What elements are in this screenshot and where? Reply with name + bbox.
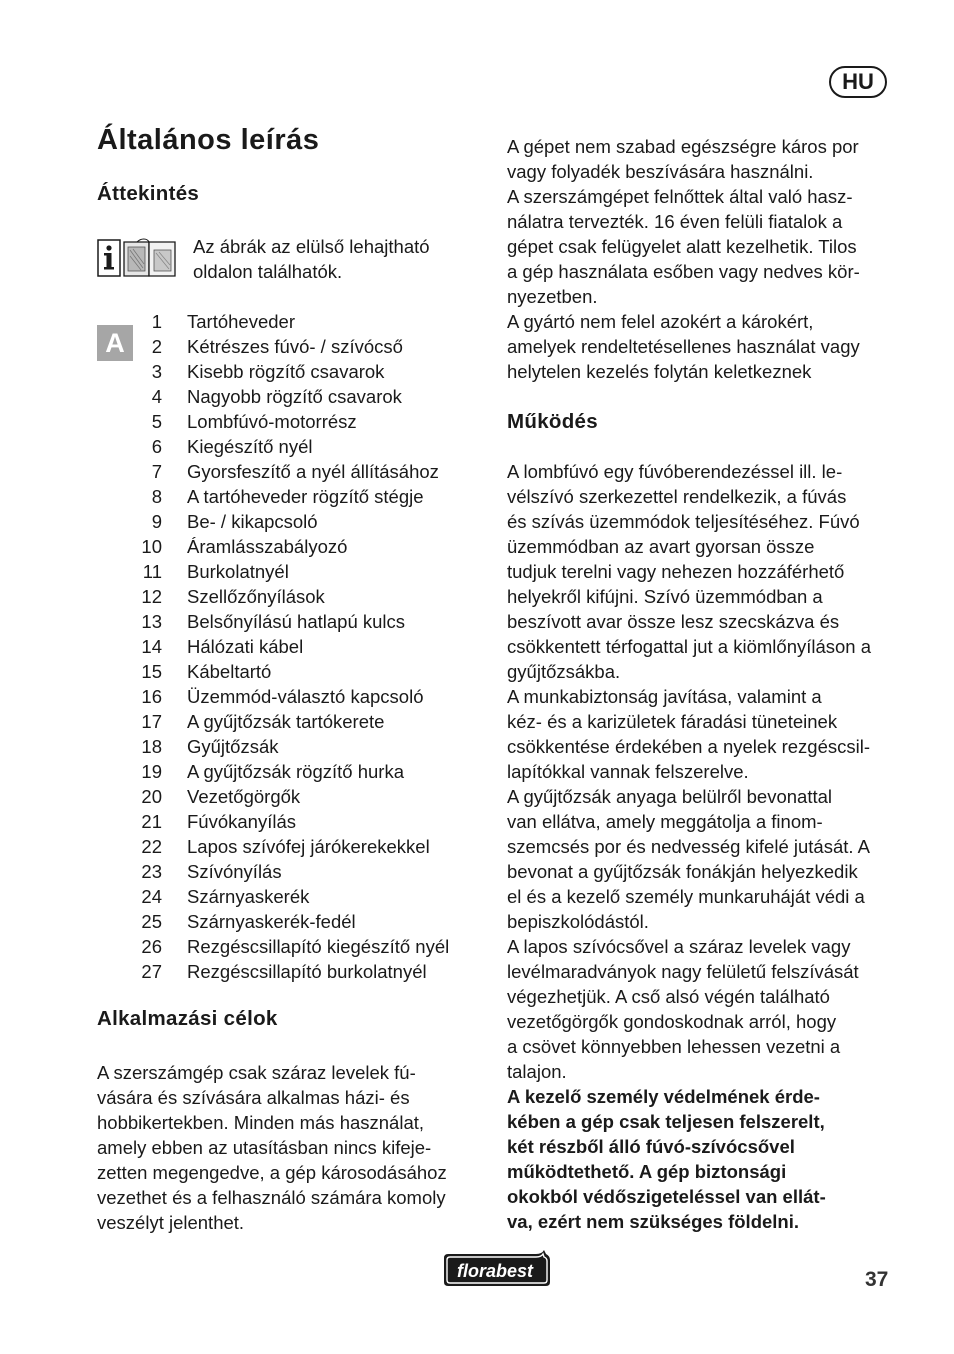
page-title: Általános leírás <box>97 124 320 156</box>
part-number: 18 <box>141 736 162 757</box>
text-line: csökkentett térfogattal jut a kiömlőnyíláson a <box>507 636 872 657</box>
page-number: 37 <box>865 1268 889 1291</box>
text-line: üzemmódban az avart gyorsan össze <box>507 536 815 557</box>
part-label: Szívónyílás <box>187 861 282 882</box>
part-number: 24 <box>141 886 162 907</box>
part-label: Üzemmód-választó kapcsoló <box>187 686 424 707</box>
part-label: Kábeltartó <box>187 661 272 682</box>
text-line: kében a gép csak teljesen felszerelt, <box>507 1111 825 1132</box>
part-label: Rezgéscsillapító burkolatnyél <box>187 961 427 982</box>
language-badge: HU <box>829 66 887 98</box>
part-number: 10 <box>141 536 162 557</box>
usage-continued-paragraph <box>507 134 897 384</box>
text-line: vélszívó szerkezettel rendelkezik, a fúvás <box>507 486 847 507</box>
usage-heading: Alkalmazási célok <box>97 1007 278 1030</box>
part-number: 15 <box>141 661 162 682</box>
part-number: 25 <box>141 911 162 932</box>
part-number: 4 <box>151 386 162 407</box>
figure-badge-a: A <box>97 325 133 361</box>
text-line: zetten megengedve, a gép károsodásához <box>97 1162 447 1183</box>
info-text <box>193 234 430 284</box>
part-number: 22 <box>141 836 162 857</box>
florabest-logo <box>438 1248 552 1290</box>
text-line: A szerszámgép csak száraz levelek fú- <box>97 1062 416 1083</box>
text-line: helytelen kezelés folytán keletkeznek <box>507 361 812 382</box>
part-label: Gyorsfeszítő a nyél állításához <box>187 461 439 482</box>
text-line: bevonat a gyűjtőzsák fonákján helyezkedik <box>507 861 858 882</box>
text-line: helyekről kifújni. Szívó üzemmódban a <box>507 586 823 607</box>
part-label: Kisebb rögzítő csavarok <box>187 361 385 382</box>
text-line: van ellátva, amely meggátolja a finom- <box>507 811 823 832</box>
part-label: A gyűjtőzsák tartókerete <box>187 711 385 732</box>
text-line: amelyek rendeltetésellenes használat vagy <box>507 336 860 357</box>
text-line: A munkabiztonság javítása, valamint a <box>507 686 822 707</box>
part-label: Szárnyaskerék-fedél <box>187 911 356 932</box>
text-line: A gyártó nem felel azokért a károkért, <box>507 311 814 332</box>
overview-heading: Áttekintés <box>97 182 200 205</box>
part-label: Kétrészes fúvó- / szívócső <box>187 336 403 357</box>
part-number: 14 <box>141 636 162 657</box>
part-label: Burkolatnyél <box>187 561 289 582</box>
part-number: 11 <box>142 561 162 582</box>
operation-heading: Működés <box>507 410 598 433</box>
text-line: A szerszámgépet felnőttek által való hasz- <box>507 186 853 207</box>
part-label: Kiegészítő nyél <box>187 436 313 457</box>
text-line: tudjuk terelni vagy nehezen hozzáférhető <box>507 561 845 582</box>
text-line: A gyűjtőzsák anyaga belülről bevonattal <box>507 786 832 807</box>
text-line: vagy folyadék beszívására használni. <box>507 161 814 182</box>
part-number: 17 <box>141 711 162 732</box>
part-number: 6 <box>151 436 162 457</box>
part-label: Tartóheveder <box>187 311 295 332</box>
text-line: működtethető. A gép biztonsági <box>507 1161 787 1182</box>
safety-warning <box>507 1084 897 1234</box>
part-label: Belsőnyílású hatlapú kulcs <box>187 611 406 632</box>
text-line: levélmaradványok nagy felületű felszívását <box>507 961 859 982</box>
text-line: A lombfúvó egy fúvóberendezéssel ill. le- <box>507 461 843 482</box>
text-line: kéz- és a karizületek fáradási tüneteinek <box>507 711 838 732</box>
text-line: gépet csak felügyelet alatt kezelhetik. Tilos <box>507 236 857 257</box>
part-number: 13 <box>141 611 162 632</box>
info-text-line: Az ábrák az elülső lehajtható <box>193 236 430 257</box>
text-line: vezetőgörgők gondoskodnak arról, hogy <box>507 1011 837 1032</box>
operation-paragraph <box>507 459 897 1084</box>
text-line: és szívás üzemmódok teljesítéséhez. Fúvó <box>507 511 860 532</box>
text-line: szemcsés por és nedvesség kifelé jutását. A <box>507 836 870 857</box>
usage-paragraph <box>97 1060 477 1235</box>
text-line: hobbikertekben. Minden más használat, <box>97 1112 425 1133</box>
text-line: csökkentése érdekében a nyelek rezgéscsil- <box>507 736 870 757</box>
logo-text: florabest <box>456 1261 534 1281</box>
right-column <box>507 134 897 1234</box>
text-line: két részből álló fúvó-szívócsővel <box>507 1136 795 1157</box>
part-number: 26 <box>141 936 162 957</box>
text-line: okokból védőszigeteléssel van ellát- <box>507 1186 826 1207</box>
text-line: amely ebben az utasításban nincs kifeje- <box>97 1137 432 1158</box>
part-label: Rezgéscsillapító kiegészítő nyél <box>187 936 450 957</box>
part-label: Hálózati kábel <box>187 636 304 657</box>
part-label: Gyűjtőzsák <box>187 736 279 757</box>
part-number: 16 <box>141 686 162 707</box>
part-number: 19 <box>141 761 162 782</box>
text-line: a gép használata esőben vagy nedves kör- <box>507 261 860 282</box>
info-text-line: oldalon találhatók. <box>193 261 343 282</box>
text-line: gyűjtőzsákba. <box>507 661 621 682</box>
text-line: beszívott avar össze lesz szecskázva és <box>507 611 840 632</box>
text-line: vására és szívására alkalmas házi- és <box>97 1087 410 1108</box>
text-line: el és a kezelő személy munkaruháját védi a <box>507 886 865 907</box>
text-line: bepiszkolódástól. <box>507 911 649 932</box>
part-number: 21 <box>141 811 162 832</box>
part-number: 1 <box>151 311 162 332</box>
part-label: Lapos szívófej járókerekekkel <box>187 836 430 857</box>
part-number: 5 <box>151 411 162 432</box>
part-number: 3 <box>151 361 162 382</box>
part-label: Lombfúvó-motorrész <box>187 411 357 432</box>
text-line: talajon. <box>507 1061 567 1082</box>
part-number: 8 <box>151 486 162 507</box>
info-book-icon <box>97 238 177 278</box>
part-number: 9 <box>151 511 162 532</box>
part-label: A tartóheveder rögzítő stégje <box>187 486 424 507</box>
text-line: nálatra tervezték. 16 éven felüli fiatalok a <box>507 211 843 232</box>
part-label: Fúvókanyílás <box>187 811 296 832</box>
part-label: Be- / kikapcsoló <box>187 511 318 532</box>
text-line: a csövet könnyebben lehessen vezetni a <box>507 1036 841 1057</box>
part-label: Áramlásszabályozó <box>187 536 348 557</box>
text-line: A lapos szívócsővel a száraz levelek vagy <box>507 936 851 957</box>
text-line: A gépet nem szabad egészségre káros por <box>507 136 859 157</box>
part-number: 20 <box>141 786 162 807</box>
part-label: A gyűjtőzsák rögzítő hurka <box>187 761 404 782</box>
text-line: lapítókkal vannak felszerelve. <box>507 761 749 782</box>
part-number: 23 <box>141 861 162 882</box>
text-line: veszélyt jelenthet. <box>97 1212 245 1233</box>
part-label: Szárnyaskerék <box>187 886 310 907</box>
part-number: 27 <box>141 961 162 982</box>
text-line: va, ezért nem szükséges földelni. <box>507 1211 799 1232</box>
part-number: 7 <box>151 461 162 482</box>
part-label: Vezetőgörgők <box>187 786 301 807</box>
part-number: 2 <box>151 336 162 357</box>
text-line: A kezelő személy védelmének érde- <box>507 1086 820 1107</box>
part-number: 12 <box>141 586 162 607</box>
part-label: Nagyobb rögzítő csavarok <box>187 386 402 407</box>
text-line: nyezetben. <box>507 286 598 307</box>
text-line: vezethet és a felhasználó számára komoly <box>97 1187 446 1208</box>
text-line: végezhetjük. A cső alsó végén található <box>507 986 830 1007</box>
part-label: Szellőzőnyílások <box>187 586 325 607</box>
